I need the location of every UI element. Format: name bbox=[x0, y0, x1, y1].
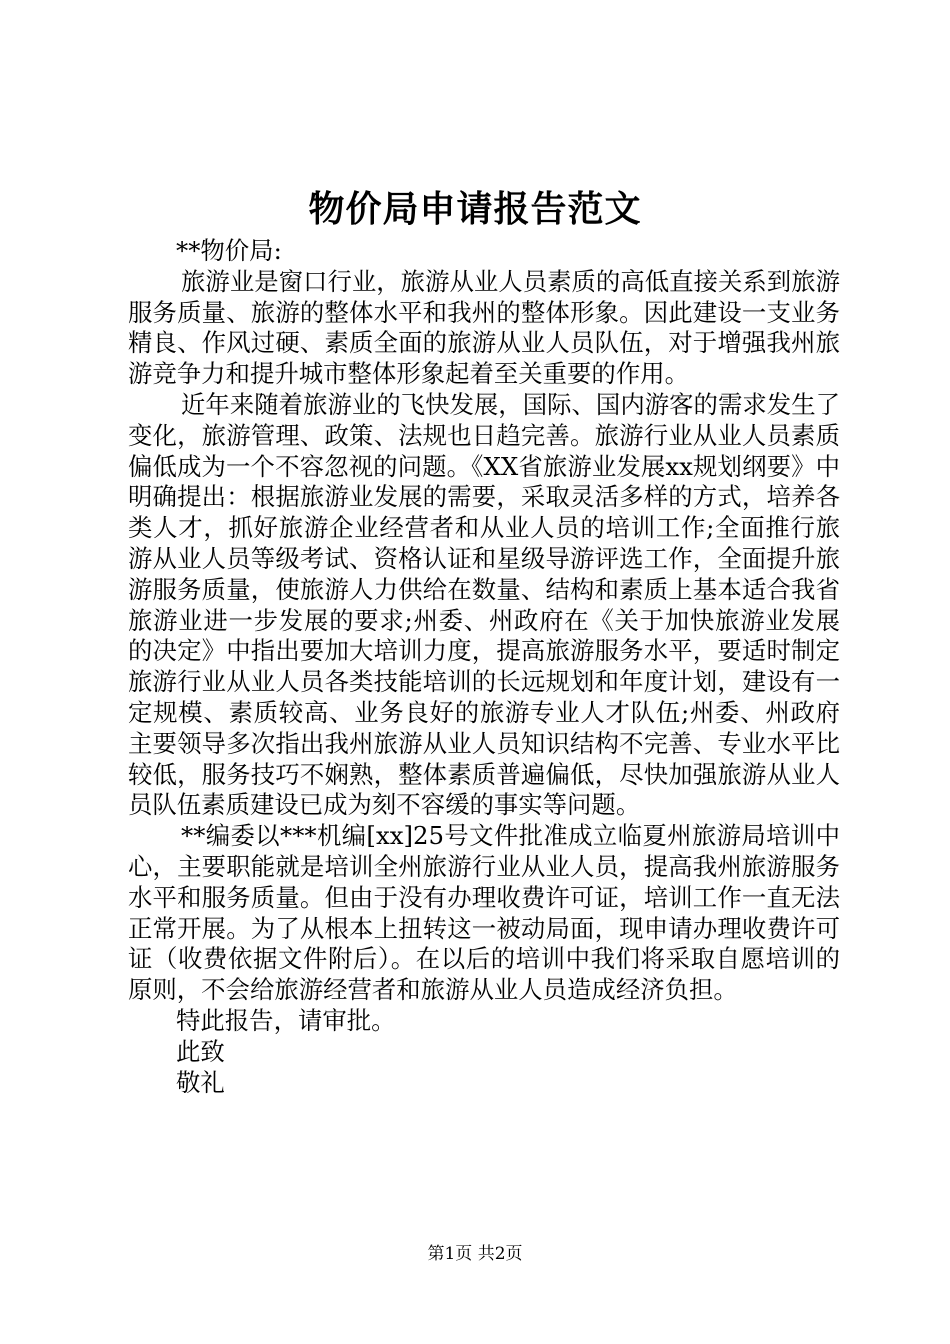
page-footer: 第1页 共2页 bbox=[427, 1244, 523, 1264]
salutation: **物价局: bbox=[176, 236, 282, 265]
document-title: 物价局申请报告范文 bbox=[308, 188, 642, 230]
closing-line-2: 敬礼 bbox=[176, 1067, 225, 1097]
paragraph-request: **编委以***机编[xx]25号文件批准成立临夏州旅游局培训中心，主要职能就是培训全州旅游行业从业人员，提高我州旅游服务水平和服务质量。但由于没有办理收费许可证，培训工作一直无法正常开展。为了从根本上扭转这一被动局面，现申请办理收费许可证（收费依据文件附后）。在以后的培训中我们将采取自愿培训的原则，不会给旅游经营者和旅游从业人员造成经济负担。 bbox=[128, 821, 840, 1005]
document-body bbox=[128, 236, 840, 1098]
closing-request: 特此报告，请审批。 bbox=[176, 1005, 396, 1035]
closing-line-1: 此致 bbox=[176, 1036, 225, 1066]
paragraph-background: 近年来随着旅游业的飞快发展，国际、国内游客的需求发生了变化，旅游管理、政策、法规也日趋完善。旅游行业从业人员素质偏低成为一个不容忽视的问题。《XX省旅游业发展xx规划纲要》中明确提出：根据旅游业发展的需要，采取灵活多样的方式，培养各类人才，抓好旅游企业经营者和从业人员的培训工作;全面推行旅游从业人员等级考试、资格认证和星级导游评选工作，全面提升旅游服务质量，使旅游人力供给在数量、结构和素质上基本适合我省旅游业进一步发展的要求;州委、州政府在《关于加快旅游业发展的决定》中指出要加大培训力度，提高旅游服务水平，要适时制定旅游行业从业人员各类技能培训的长远规划和年度计划，建设有一定规模、素质较高、业务良好的旅游专业人才队伍;州委、州政府主要领导多次指出我州旅游从业人员知识结构不完善、专业水平比较低，服务技巧不娴熟，整体素质普遍偏低，尽快加强旅游从业人员队伍素质建设已成为刻不容缓的事实等问题。 bbox=[128, 389, 840, 820]
paragraph-intro: 旅游业是窗口行业，旅游从业人员素质的高低直接关系到旅游服务质量、旅游的整体水平和我州的整体形象。因此建设一支业务精良、作风过硬、素质全面的旅游从业人员队伍，对于增强我州旅游竞争力和提升城市整体形象起着至关重要的作用。 bbox=[128, 266, 840, 389]
